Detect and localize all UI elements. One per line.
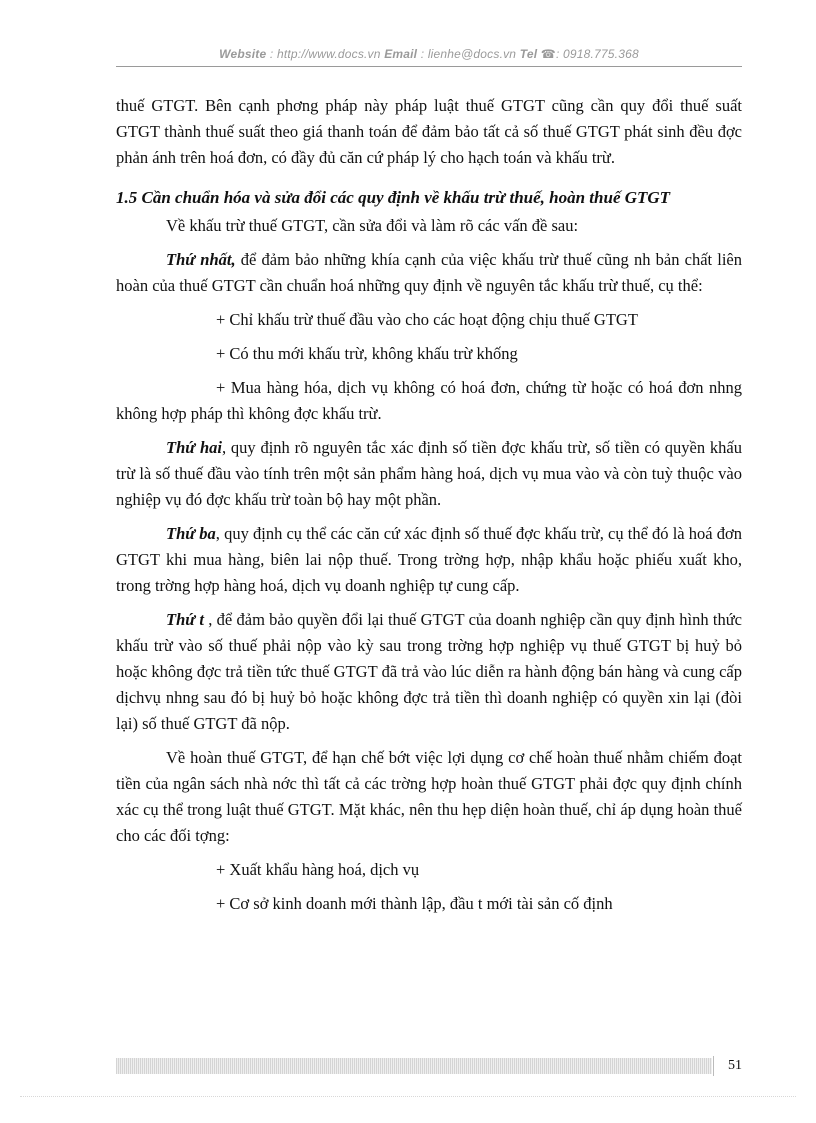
website-label: Website — [219, 47, 267, 61]
tel-label: Tel — [519, 47, 538, 61]
text-first: để đảm bảo những khía cạnh của việc khấu trừ thuế cũng nh bản chất liên hoàn của thuế GTGT cần chuẩn hoá những quy định về nguyên tắc khấu trừ thuế, cụ thể: — [116, 250, 743, 295]
paragraph-intro-deduction: Về khấu trừ thuế GTGT, cần sửa đổi và làm rõ các vấn đề sau: — [166, 216, 579, 235]
phone-icon: ☎ — [540, 47, 556, 61]
paragraph-first — [116, 247, 742, 299]
bullet-item: + Mua hàng hóa, dịch vụ không có hoá đơn, chứng từ hoặc có hoá đơn nhng không hợp pháp thì không đợc khấu trừ. — [116, 378, 742, 423]
paragraph-refund: Về hoàn thuế GTGT, để hạn chế bớt việc lợi dụng cơ chế hoàn thuế nhằm chiếm đoạt tiền của ngân sách nhà nớc thì tất cả các trờng hợp hoàn thuế GTGT phải đợc quy định chính xác cụ thể trong luật thuế GTGT. Mặt khác, nên thu hẹp diện hoàn thuế, chỉ áp dụng hoàn thuế cho các đối tợng: — [116, 748, 742, 845]
paragraph-second — [116, 435, 742, 513]
text-third: , quy định cụ thể các căn cứ xác định số thuế đợc khấu trừ, cụ thể đó là hoá đơn GTGT khi mua hàng, biên lai nộp thuế. Trong trờng hợp, nhập khẩu hoặc phiếu xuất kho, trong trờng hợp hàng hoá, dịch vụ doanh nghiệp tự cung cấp. — [116, 524, 742, 595]
text-fourth: , để đảm bảo quyền đổi lại thuế GTGT của doanh nghiệp cần quy định hình thức khấu trừ vào số thuế phải nộp vào kỳ sau trong trờng hợp nghiệp vụ thuế GTGT bị huỷ bỏ hoặc không đợc trả tiền tức thuế GTGT đã trả vào lúc diễn ra hành động bán hàng và cung cấp dịchvụ nhng sau đó bị huỷ bỏ hoặc không đợc trả tiền thì doanh nghiệp có quyền xin lại (đòi lại) số thuế GTGT đã nộp. — [116, 610, 742, 733]
bullet-item: + Cơ sở kinh doanh mới thành lập, đầu t mới tài sản cố định — [216, 894, 613, 913]
email-label: Email — [384, 47, 418, 61]
header-rule — [116, 66, 742, 67]
paragraph-continuation: thuế GTGT. Bên cạnh phơng pháp này pháp luật thuế GTGT cũng cần quy đổi thuế suất GTGT thành thuế suất theo giá thanh toán để đảm bảo tất cả số thuế GTGT phát sinh đều đợc phản ánh trên hoá đơn, có đầy đủ căn cứ pháp lý cho hạch toán và khấu trừ. — [116, 96, 742, 167]
website-value: : http://www.docs.vn — [269, 47, 381, 61]
paragraph-third — [116, 521, 742, 599]
lead-first: Thứ nhất, — [166, 250, 236, 269]
bullet-item: + Có thu mới khấu trừ, không khấu trừ khống — [216, 344, 518, 363]
section-title: 1.5 Cần chuẩn hóa và sửa đổi các quy định về khấu trừ thuế, hoàn thuế GTGT — [116, 188, 671, 207]
email-value: : lienhe@docs.vn — [420, 47, 517, 61]
paragraph-fourth — [116, 607, 742, 737]
footer-bar — [116, 1058, 712, 1074]
footer-separator — [713, 1056, 714, 1076]
lead-second: Thứ hai — [166, 438, 222, 457]
tel-value: : 0918.775.368 — [555, 47, 639, 61]
document-body — [116, 93, 742, 917]
lead-fourth: Thứ t — [166, 610, 204, 629]
bullet-item: + Xuất khẩu hàng hoá, dịch vụ — [216, 860, 420, 879]
page-number: 51 — [728, 1058, 742, 1073]
page-bottom-border — [20, 1096, 796, 1097]
bullet-item: + Chỉ khấu trừ thuế đầu vào cho các hoạt động chịu thuế GTGT — [216, 310, 638, 329]
text-second: , quy định rõ nguyên tắc xác định số tiền đợc khấu trừ, số tiền có quyền khấu trừ là số thuế đầu vào tính trên một sản phẩm hàng hoá, dịch vụ mua vào và còn tuỳ thuộc vào nghiệp vụ đó đợc khấu trừ toàn bộ hay một phần. — [116, 438, 742, 509]
lead-third: Thứ ba — [166, 524, 216, 543]
page-header — [116, 47, 742, 61]
